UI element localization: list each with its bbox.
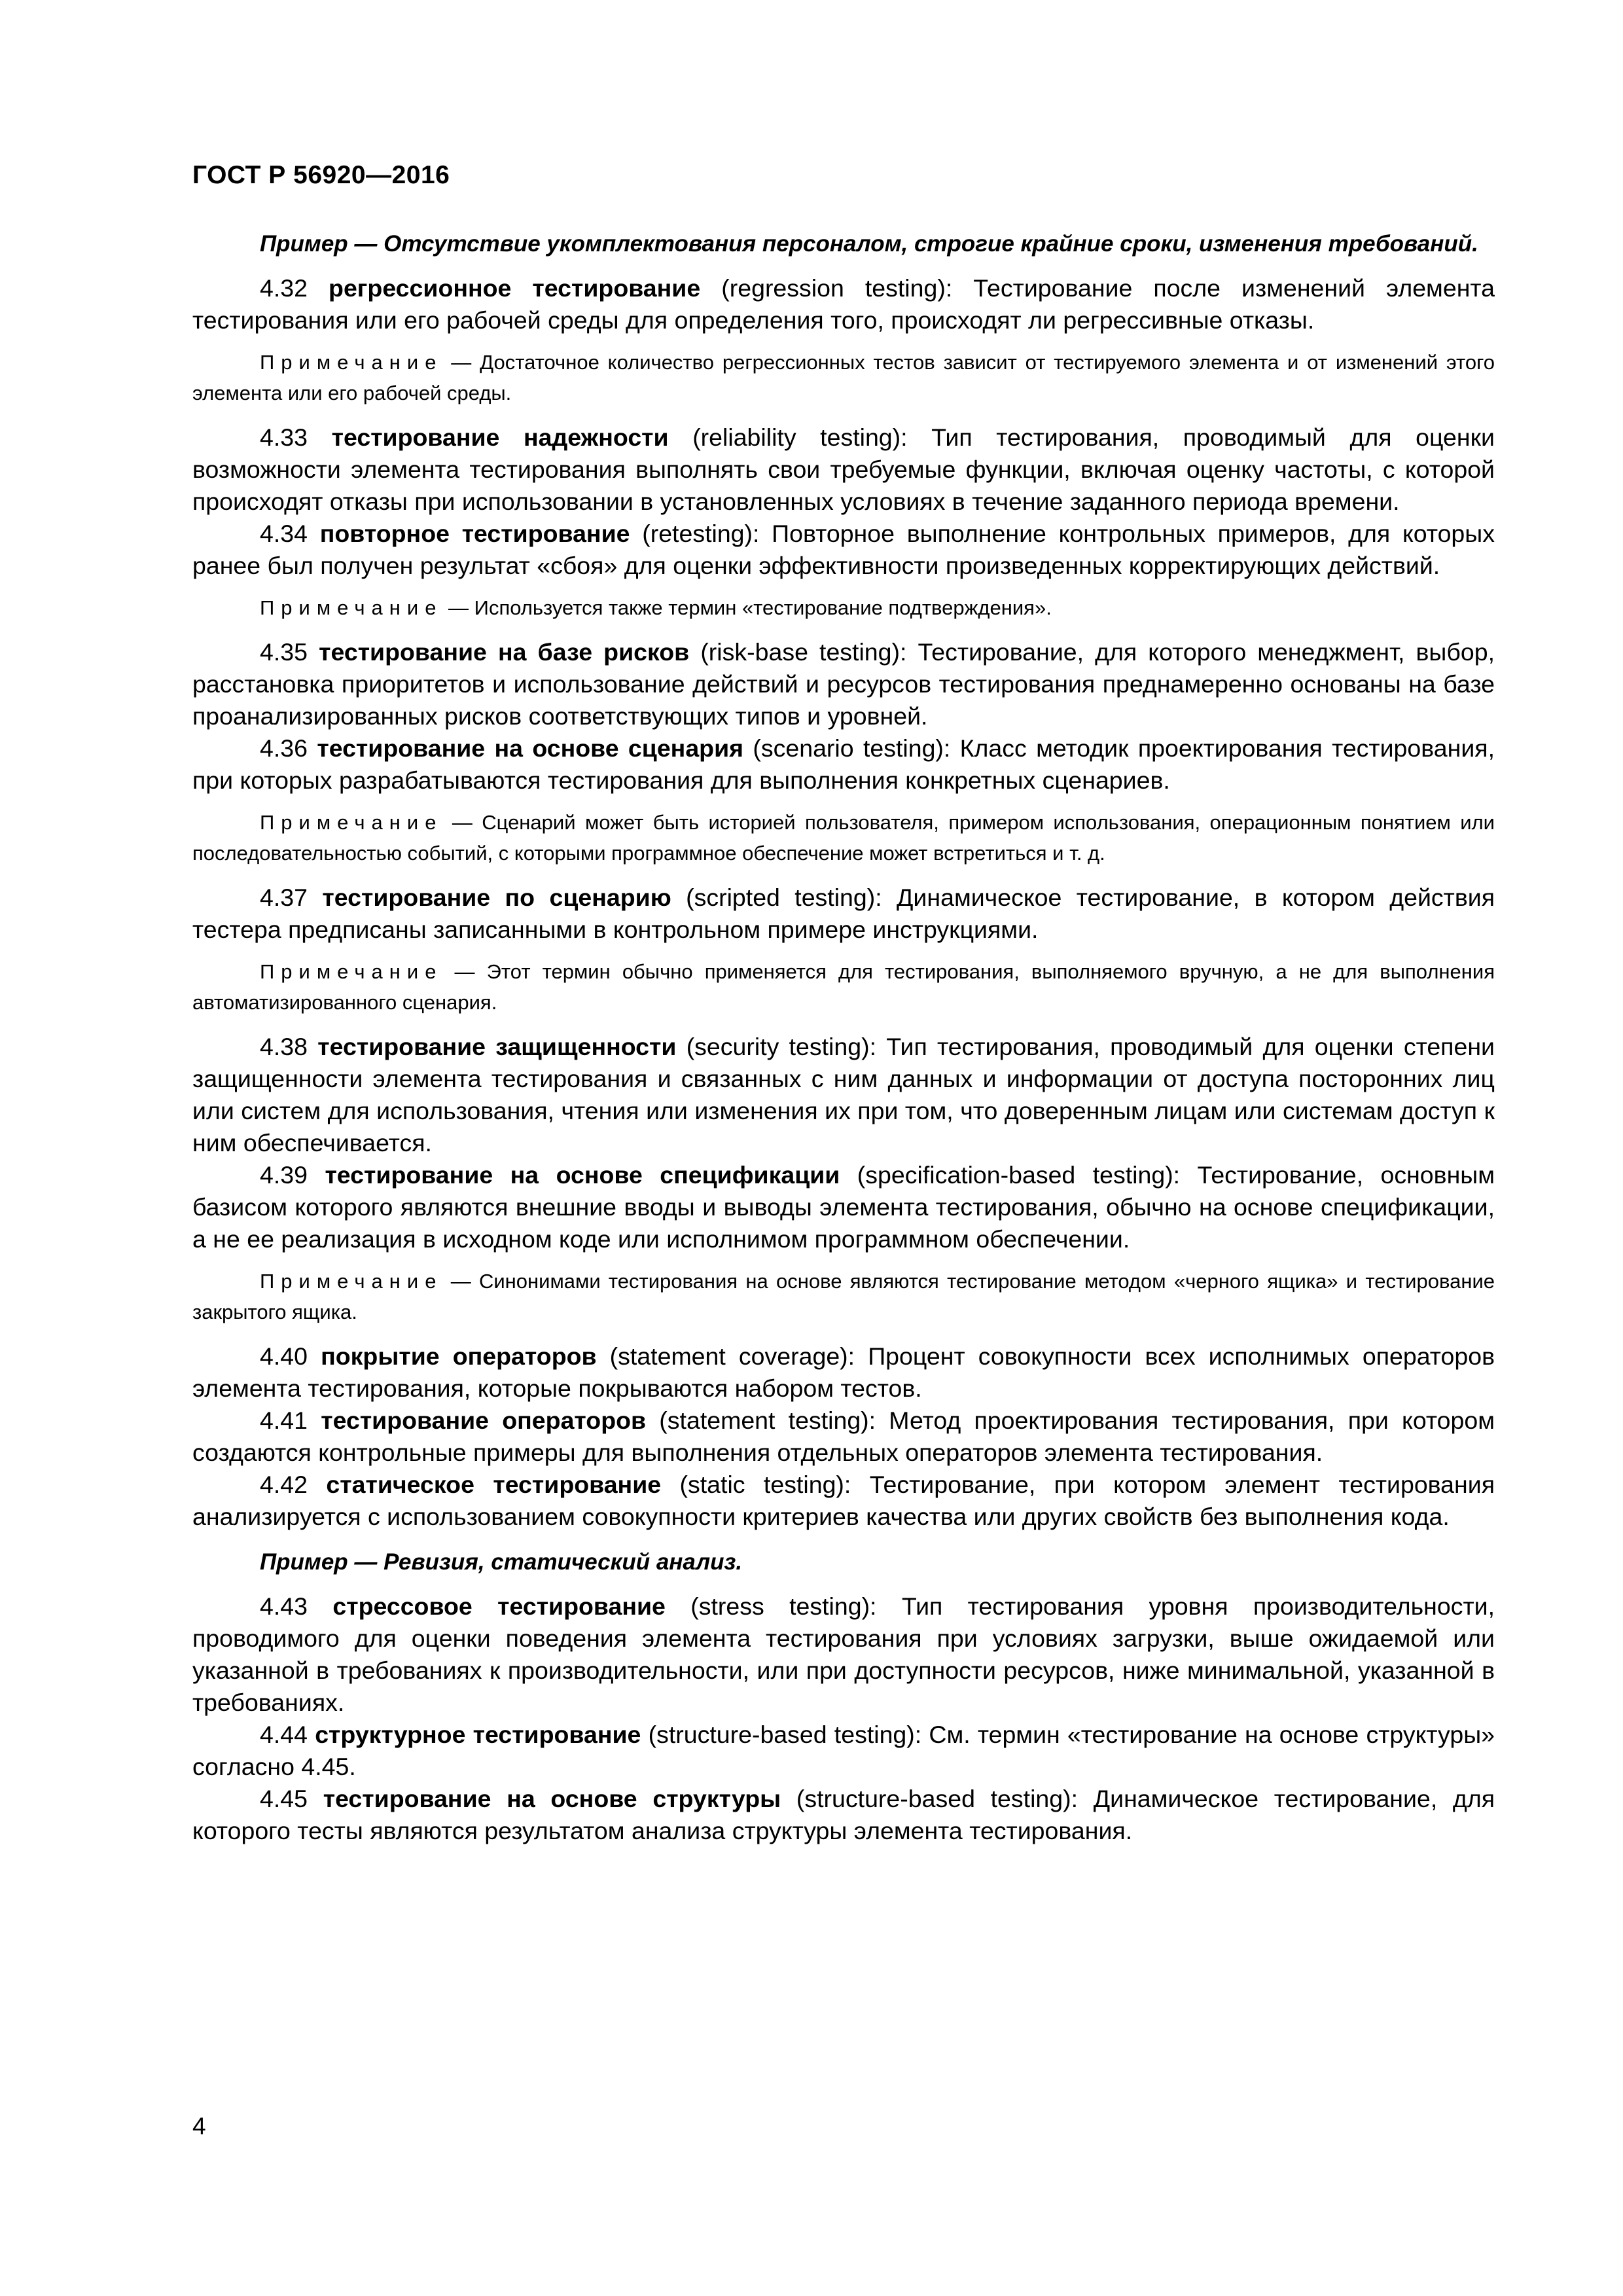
term-entry <box>192 1469 1495 1533</box>
term-number: 4.44 <box>260 1721 308 1748</box>
term-name: тестирование на основе сценария <box>317 734 744 762</box>
term-name: тестирование защищенности <box>317 1033 677 1060</box>
term-number: 4.32 <box>260 274 308 302</box>
term-definition: (specification-based testing): Тестирование, основным базисом которого являются внешние вводы и выводы элемента тестирования, обычно на основе спецификации, а не ее реализация в исходном коде или исполнимом программном обеспечении. <box>192 1161 1495 1253</box>
term-entry <box>192 272 1495 336</box>
term-name: покрытие операторов <box>321 1342 597 1370</box>
term-name: структурное тестирование <box>315 1721 641 1748</box>
term-name: регрессионное тестирование <box>329 274 701 302</box>
note-text: — Синонимами тестирования на основе являются тестирование методом «черного ящика» и тестирование закрытого ящика. <box>192 1270 1495 1323</box>
term-number: 4.35 <box>260 638 308 666</box>
term-number: 4.37 <box>260 884 308 911</box>
term-entry <box>192 882 1495 946</box>
note-label: Примечание <box>260 811 443 834</box>
term-entry <box>192 1783 1495 1847</box>
term-number: 4.33 <box>260 423 308 451</box>
note-text: — Этот термин обычно применяется для тестирования, выполняемого вручную, а не для выполнения автоматизированного сценария. <box>192 960 1495 1014</box>
term-number: 4.42 <box>260 1471 308 1498</box>
term-name: тестирование операторов <box>321 1407 647 1434</box>
term-entry <box>192 518 1495 582</box>
term-definition: (security testing): Тип тестирования, проводимый для оценки степени защищенности элемента тестирования и связанных с ним данных и информации от доступа посторонних лиц или систем для использования, чтения или изменения их при том, что доверенным лицам или системам доступ к ним обеспечивается. <box>192 1033 1495 1157</box>
term-entry <box>192 732 1495 797</box>
term-definition: (retesting): Повторное выполнение контрольных примеров, для которых ранее был получен результат «сбоя» для оценки эффективности произведенных корректирующих действий. <box>192 520 1495 579</box>
term-number: 4.43 <box>260 1592 308 1620</box>
example-text: Пример — Отсутствие укомплектования персоналом, строгие крайние сроки, изменения требований. <box>260 231 1478 257</box>
term-number: 4.40 <box>260 1342 308 1370</box>
note-text: — Достаточное количество регрессионных тестов зависит от тестируемого элемента и от изменений этого элемента или его рабочей среды. <box>192 351 1495 404</box>
term-name: тестирование на основе структуры <box>323 1785 781 1812</box>
note-label: Примечание <box>260 596 443 619</box>
term-name: тестирование на базе рисков <box>319 638 690 666</box>
term-entry <box>192 1405 1495 1469</box>
term-definition: (scripted testing): Динамическое тестирование, в котором действия тестера предписаны записанными в контрольном примере инструкциями. <box>192 884 1495 943</box>
term-definition: (scenario testing): Класс методик проектирования тестирования, при которых разрабатываются тестирования для выполнения конкретных сценариев. <box>192 734 1495 794</box>
term-name: тестирование на основе спецификации <box>325 1161 840 1189</box>
term-entry <box>192 636 1495 732</box>
term-name: повторное тестирование <box>319 520 630 547</box>
note <box>192 1266 1495 1327</box>
term-name: стрессовое тестирование <box>332 1592 666 1620</box>
term-definition: (static testing): Тестирование, при котором элемент тестирования анализируется с использованием совокупности критериев качества или других свойств без выполнения кода. <box>192 1471 1495 1530</box>
note <box>192 956 1495 1018</box>
term-definition: (statement coverage): Процент совокупности всех исполнимых операторов элемента тестирования, которые покрываются набором тестов. <box>192 1342 1495 1402</box>
term-entry <box>192 1159 1495 1255</box>
page-number: 4 <box>192 2113 206 2140</box>
term-name: тестирование надежности <box>331 423 669 451</box>
note-label: Примечание <box>260 960 443 983</box>
term-entry <box>192 1340 1495 1405</box>
note-text: — Сценарий может быть историей пользователя, примером использования, операционным понятием или последовательностью событий, с которыми программное обеспечение может встретиться и т. д. <box>192 811 1495 865</box>
note-label: Примечание <box>260 351 443 374</box>
term-entry <box>192 422 1495 518</box>
term-number: 4.38 <box>260 1033 308 1060</box>
note <box>192 807 1495 869</box>
note <box>192 347 1495 408</box>
page-content <box>192 229 1495 1847</box>
term-number: 4.41 <box>260 1407 308 1434</box>
term-number: 4.36 <box>260 734 308 762</box>
term-name: статическое тестирование <box>326 1471 662 1498</box>
term-definition: (reliability testing): Тип тестирования, проводимый для оценки возможности элемента тестирования выполнять свои требуемые функции, включая оценку частоты, с которой происходят отказы при использовании в установленных условиях в течение заданного периода времени. <box>192 423 1495 515</box>
term-number: 4.45 <box>260 1785 308 1812</box>
term-name: тестирование по сценарию <box>322 884 671 911</box>
term-entry <box>192 1719 1495 1783</box>
term-definition: (stress testing): Тип тестирования уровня производительности, проводимого для оценки поведения элемента тестирования при условиях загрузки, выше ожидаемой или указанной в требованиях к производительности, или при доступности ресурсов, ниже минимальной, указанной в требованиях. <box>192 1592 1495 1716</box>
note-label: Примечание <box>260 1270 443 1293</box>
term-definition: (structure-based testing): См. термин «тестирование на основе структуры» согласно 4.45. <box>192 1721 1495 1780</box>
term-definition: (risk-base testing): Тестирование, для которого менеджмент, выбор, расстановка приоритетов и использование действий и ресурсов тестирования преднамеренно основаны на базе проанализированных рисков соответствующих типов и уровней. <box>192 638 1495 730</box>
term-definition: (regression testing): Тестирование после изменений элемента тестирования или его рабочей среды для определения того, происходят ли регрессивные отказы. <box>192 274 1495 334</box>
term-number: 4.34 <box>260 520 308 547</box>
term-entry <box>192 1590 1495 1719</box>
term-number: 4.39 <box>260 1161 308 1189</box>
example-text: Пример — Ревизия, статический анализ. <box>260 1549 743 1575</box>
term-definition: (structure-based testing): Динамическое тестирование, для которого тесты являются результатом анализа структуры элемента тестирования. <box>192 1785 1495 1844</box>
term-definition: (statement testing): Метод проектирования тестирования, при котором создаются контрольные примеры для выполнения отдельных операторов элемента тестирования. <box>192 1407 1495 1466</box>
page-header: ГОСТ Р 56920—2016 <box>192 161 450 189</box>
note <box>192 592 1495 623</box>
term-entry <box>192 1031 1495 1159</box>
note-text: — Используется также термин «тестирование подтверждения». <box>442 596 1052 619</box>
